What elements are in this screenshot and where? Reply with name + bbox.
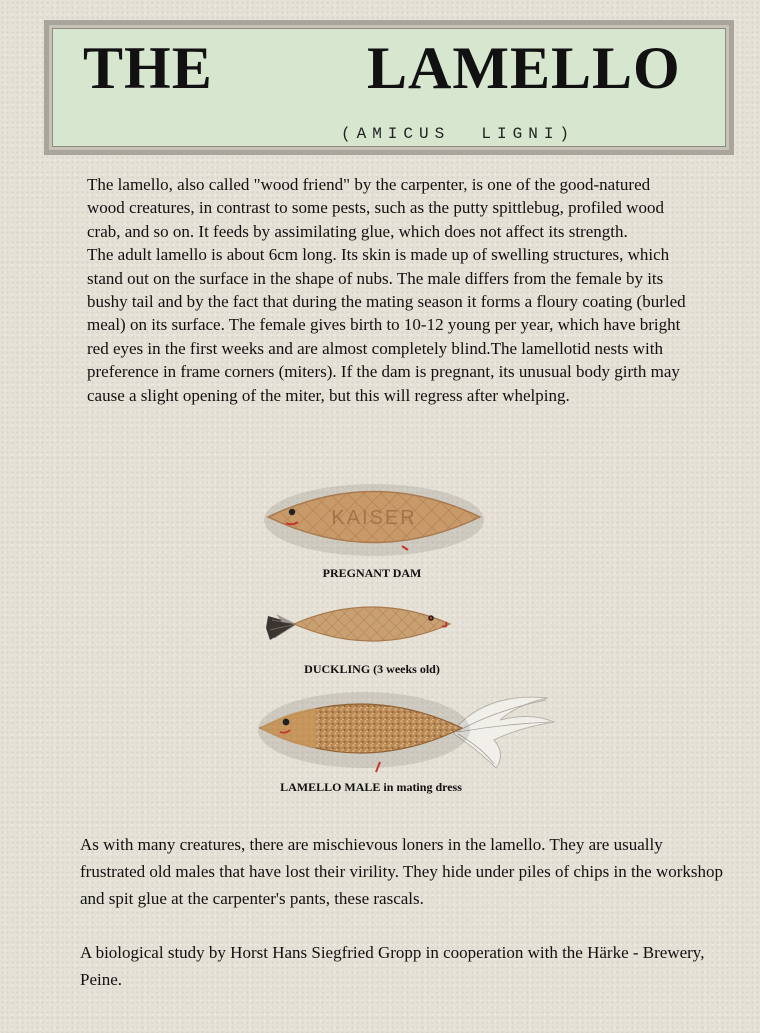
- eye-icon: [283, 719, 290, 726]
- title-word-the: THE: [83, 35, 213, 101]
- kaiser-stamp: KAISER: [331, 507, 417, 529]
- eye-icon: [289, 509, 295, 515]
- lamello-male-image: [256, 684, 560, 780]
- title-panel: [44, 20, 734, 155]
- title-word-lamello: LAMELLO: [367, 35, 681, 101]
- intro-paragraph-2: The adult lamello is about 6cm long. Its skin is made up of swelling structures, which stand out on the surface in the shape of nubs. The male differs from the female by its bushy tail and by the fact that during the mating season it forms a floury coating (burled meal) on its surface. The female gives birth to 10-12 young per year, which have bright red eyes in the first weeks and are almost completely blind.The lamellotid nests with preference in frame corners (miters). If the dam is pregnant, its unusual body girth may cause a slight opening of the miter, but this will regress after whelping.: [87, 245, 686, 405]
- feather-tail-icon: [266, 614, 296, 640]
- credits-paragraph: A biological study by Horst Hans Siegfried Gropp in cooperation with the Härke - Brewery, Peine.: [80, 943, 705, 989]
- caption-lamello-male: LAMELLO MALE in mating dress: [280, 780, 462, 794]
- intro-text: [87, 173, 687, 407]
- caption-duckling: DUCKLING (3 weeks old): [304, 662, 440, 676]
- latin-subtitle: (AMICUS LIGNI): [341, 125, 576, 143]
- caption-pregnant-dam: PREGNANT DAM: [322, 566, 422, 580]
- closing-paragraph-1: As with many creatures, there are mischievous loners in the lamello. They are usually frustrated old males that have lost their virility. They hide under piles of chips in the workshop and spit glue at the carpenter's pants, these rascals.: [80, 835, 724, 908]
- pregnant-dam-image: [262, 476, 486, 558]
- duckling-image: [262, 594, 458, 654]
- intro-paragraph-1: The lamello, also called "wood friend" by the carpenter, is one of the good-natured wood creatures, in contrast to some pests, such as the putty spittlebug, profiled wood crab, and so on. It feeds by assimilating glue, which does not affect its strength.: [87, 175, 664, 241]
